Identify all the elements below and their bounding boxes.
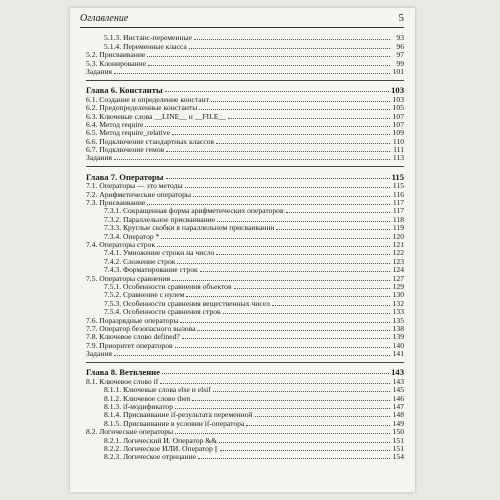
toc-entry-page: 150 [392,427,404,437]
toc-entry-page: 99 [396,58,404,68]
dot-leader [276,229,390,230]
toc-entry-page: 116 [392,189,404,199]
toc-entry-title: Глава 8. Ветвление [86,367,160,378]
dot-leader [194,39,390,40]
toc-entry-title: 6.5. Метод require_relative [86,128,170,138]
toc-entry-title: 8.1. Ключевое слово if [86,376,159,386]
dot-leader [192,400,390,401]
toc-entry-title: 7.4.3. Форматирование строк [104,265,198,275]
toc-section [86,166,404,358]
toc-section [86,80,404,163]
toc-entry-page: 143 [391,367,404,378]
toc-entry-page: 149 [392,418,404,428]
toc-entry [86,104,404,112]
running-title: Оглавление [80,13,129,24]
toc-entry-page: 117 [392,198,404,208]
toc-entry [86,453,404,461]
dot-leader [199,109,390,110]
toc-entry-title: 6.3. Ключевые слова __LINE__ и __FILE__ [86,111,226,121]
toc-entry-page: 129 [392,281,404,291]
toc-entry-page: 115 [392,181,404,191]
dot-leader [213,391,390,392]
toc-entry-page: 143 [392,376,404,386]
dot-leader [161,238,390,239]
dot-leader [157,246,390,247]
toc-entry-title: 7.5.3. Особенности сравнения вещественных чисел [104,298,270,308]
toc-entry-title: 5.1.4. Переменные класса [104,41,187,51]
dot-leader [185,187,390,188]
toc-section [86,34,404,76]
toc-entry-page: 140 [392,340,404,350]
toc-entry-title: 7.1. Операторы — это методы [86,181,183,191]
toc-entry-title: 5.3. Клонирование [86,58,147,68]
dot-leader [200,271,390,272]
toc-entry-page: 120 [392,231,404,241]
dot-leader [219,442,390,443]
toc-entry-title: 8.1.4. Присваивание if-результата переменной [104,410,253,420]
dot-leader [246,425,390,426]
toc-entry-page: 135 [392,315,404,325]
chapter-heading [86,171,404,180]
toc-entry-page: 148 [392,410,404,420]
page-number: 5 [398,12,404,24]
chapter-heading [86,85,404,94]
toc-entry-page: 147 [392,402,404,412]
dot-leader [193,196,390,197]
toc-entry-title: 6.4. Метод require [86,119,144,129]
dot-leader [272,305,390,306]
page-header [80,12,404,28]
toc-entry-title: 7.3.3. Круглые скобки в параллельном присваивании [104,223,275,233]
toc-entry-title: 8.2.1. Логический И. Оператор && [104,435,218,445]
toc-entry-title: 6.1. Создание и определение констант [86,94,210,104]
toc-entry [86,68,404,76]
toc-entry [86,154,404,162]
dot-leader [145,126,390,127]
dot-leader [286,212,390,213]
toc-entry-page: 121 [392,239,404,249]
dot-leader [160,383,390,384]
toc-entry-page: 132 [392,298,404,308]
dot-leader [197,330,390,331]
toc-entry-page: 122 [392,248,404,258]
dot-leader [148,65,390,66]
dot-leader [217,221,390,222]
toc-entry-title: Глава 7. Операторы [86,171,164,182]
toc-entry-title: 8.2.2. Логическое ИЛИ. Оператор || [104,443,218,453]
toc-entry-page: 123 [392,256,404,266]
toc-entry [86,146,404,154]
toc-entry-page: 151 [392,435,404,445]
toc-entry [86,224,404,232]
toc-entry-title: Глава 6. Константы [86,85,163,96]
toc-entry-page: 119 [392,223,404,233]
dot-leader [114,355,390,356]
toc-entry-title: 8.1.2. Ключевое слово then [104,393,191,403]
toc-entry-page: 93 [396,33,404,43]
dot-leader [175,408,390,409]
toc-entry-title: 8.1.5. Присваивание в условии if-оператора [104,418,245,428]
toc-entry-page: 113 [392,153,404,163]
toc-entry-page: 101 [392,66,404,76]
dot-leader [147,204,390,205]
dot-leader [220,450,390,451]
toc-entry-title: 7.5.4. Особенности сравнения строк [104,307,221,317]
toc-entry-page: 145 [392,385,404,395]
toc-entry-page: 111 [393,145,404,155]
toc-entry-title: 7.7. Оператор безопасного вызова [86,323,196,333]
toc-entry-title: 8.1.3. if-модификатор [104,402,174,412]
toc-entry-title: 5.2. Присваивание [86,50,146,60]
table-of-contents [86,34,404,461]
toc-entry-title: 7.8. Ключевое слово defined? [86,332,180,342]
dot-leader [211,101,390,102]
toc-entry [86,428,404,436]
dot-leader [228,118,390,119]
toc-entry-page: 139 [392,332,404,342]
toc-entry-page: 103 [392,94,404,104]
dot-leader [186,296,390,297]
toc-entry [86,341,404,349]
toc-entry-page: 133 [392,307,404,317]
dot-leader [162,373,389,374]
toc-entry-title: 7.4. Операторы строк [86,239,156,249]
toc-entry [86,51,404,59]
chapter-heading [86,367,404,376]
toc-entry-title: 7.5.1. Особенности сравнения объектов [104,281,232,291]
dot-leader [223,313,390,314]
dot-leader [166,178,390,179]
toc-entry-page: 107 [392,119,404,129]
toc-entry-page: 110 [392,136,404,146]
dot-leader [165,91,389,92]
toc-entry [86,308,404,316]
dot-leader [198,458,390,459]
dot-leader [166,151,390,152]
toc-entry-page: 138 [392,323,404,333]
toc-entry-page: 118 [392,214,404,224]
toc-entry-page: 97 [396,50,404,60]
toc-entry-title: 7.4.1. Умножение строки на число [104,248,215,258]
toc-entry-title: 7.3.1. Сокращенная форма арифметических операторов [104,206,284,216]
toc-entry-title: 8.1.1. Ключевые слова else и elsif [104,385,211,395]
toc-entry-page: 117 [392,206,404,216]
toc-entry-page: 96 [396,41,404,51]
toc-entry-title: 7.9. Приоритет операторов [86,340,173,350]
dot-leader [234,288,390,289]
toc-entry-page: 146 [392,393,404,403]
toc-entry [86,59,404,67]
toc-entry-title: 7.2. Арифметические операторы [86,189,191,199]
toc-entry-title: 7.3.4. Оператор * [104,231,160,241]
toc-entry [86,266,404,274]
toc-entry-title: 5.1.3. Инстанс-переменные [104,33,193,43]
dot-leader [216,143,390,144]
toc-entry-title: Задания [86,66,113,76]
toc-entry-page: 103 [391,85,404,96]
toc-entry-page: 127 [392,273,404,283]
dot-leader [255,416,390,417]
toc-entry-page: 115 [391,171,404,182]
dot-leader [147,56,390,57]
toc-entry-page: 105 [392,103,404,113]
dot-leader [177,263,390,264]
toc-entry-title: 7.3.2. Параллельное присваивание [104,214,216,224]
toc-entry-page: 107 [392,111,404,121]
toc-entry-title: 7.3. Присваивание [86,198,146,208]
toc-entry-page: 124 [392,265,404,275]
toc-entry-title: 6.2. Предопределенные константы [86,103,198,113]
dot-leader [180,322,390,323]
dot-leader [114,73,390,74]
toc-entry-title: 7.6. Поразрядные операторы [86,315,179,325]
toc-entry-page: 141 [392,349,404,359]
toc-entry-page: 109 [392,128,404,138]
dot-leader [172,280,390,281]
toc-entry-title: Задания [86,153,113,163]
toc-entry-page: 151 [392,443,404,453]
toc-entry-title: 8.2. Логические операторы [86,427,174,437]
toc-entry-title: 6.7. Подключение гемов [86,145,165,155]
dot-leader [175,347,390,348]
dot-leader [175,433,390,434]
dot-leader [172,134,390,135]
toc-entry-title: 7.4.2. Сложение строк [104,256,176,266]
toc-entry-title: 7.5.2. Сравнение с нулем [104,290,185,300]
toc-entry-page: 130 [392,290,404,300]
toc-entry-page: 154 [392,452,404,462]
toc-entry-title: 7.5. Операторы сравнения [86,273,171,283]
toc-entry-title: Задания [86,349,113,359]
dot-leader [189,48,390,49]
toc-entry [86,386,404,394]
toc-section [86,362,404,461]
dot-leader [182,338,390,339]
dot-leader [114,159,390,160]
toc-entry [86,350,404,358]
toc-entry [86,182,404,190]
dot-leader [216,254,390,255]
toc-entry-title: 6.6. Подключение стандартных классов [86,136,214,146]
toc-entry-title: 8.2.3. Логическое отрицание [104,452,197,462]
